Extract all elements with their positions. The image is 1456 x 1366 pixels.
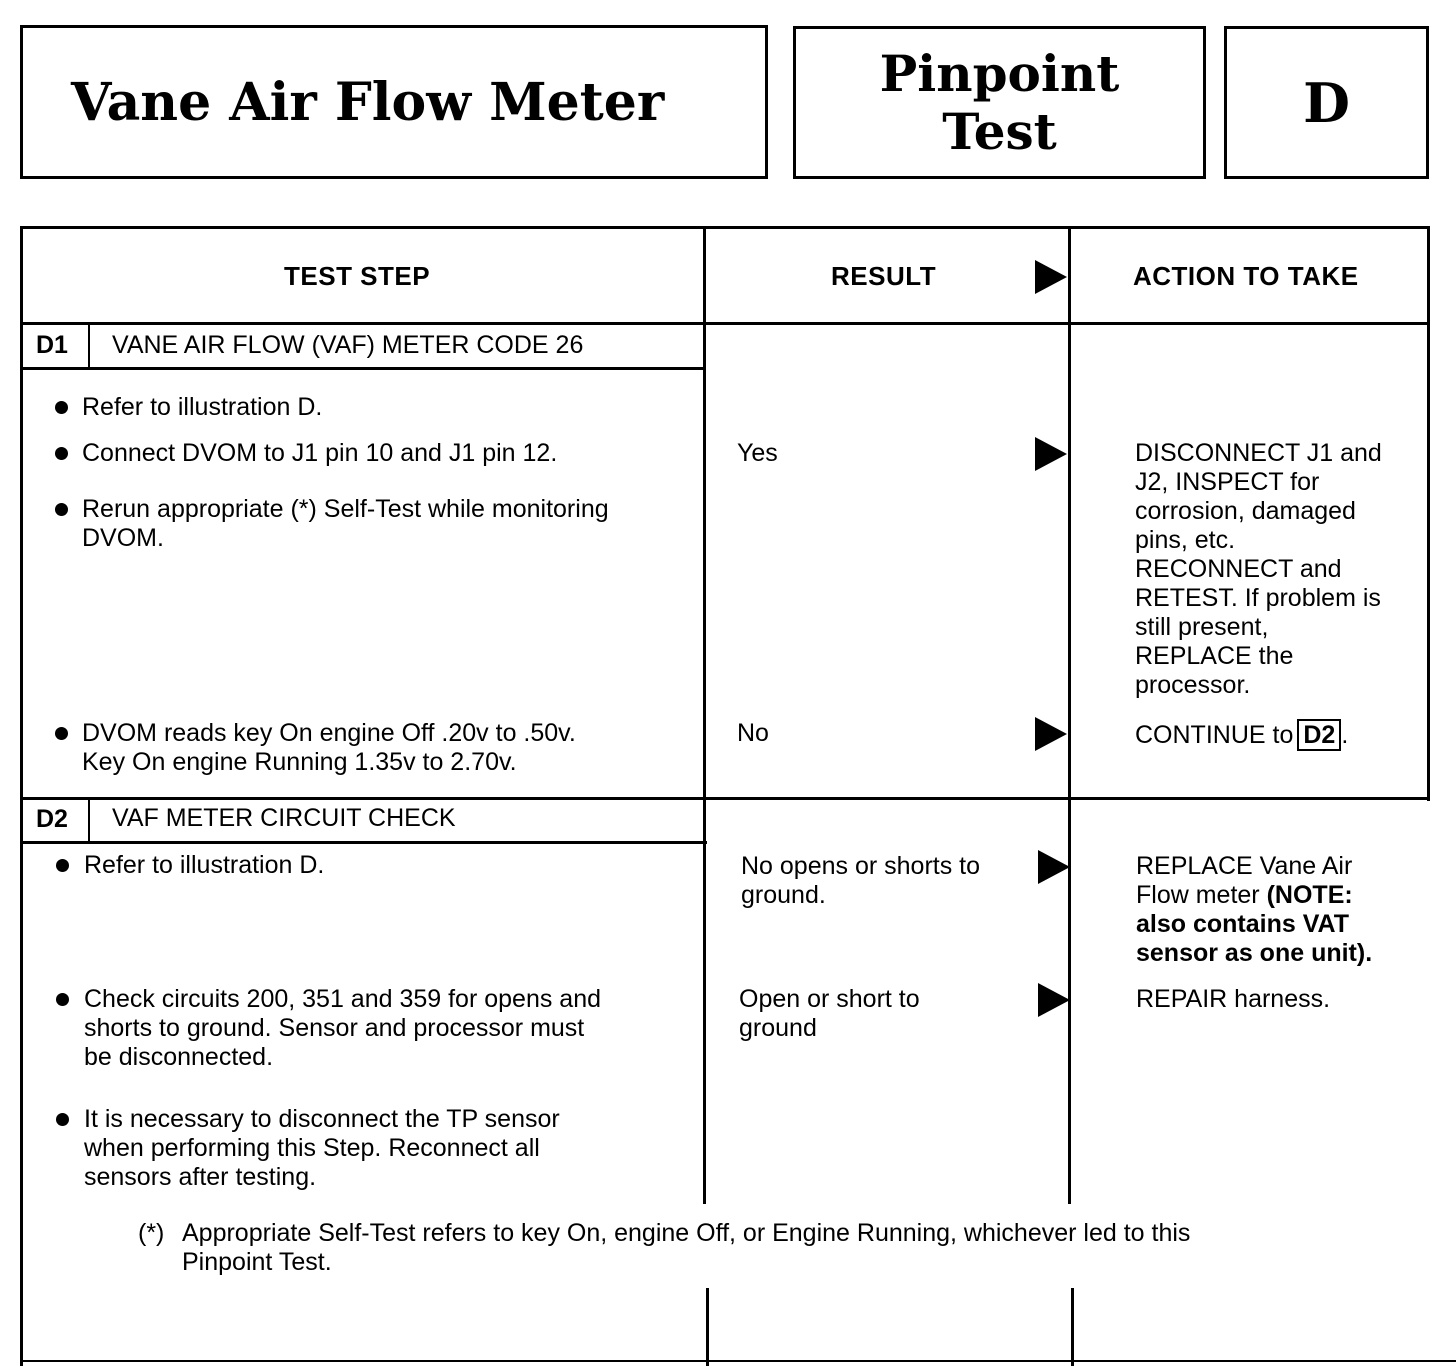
d1-step-text: Connect DVOM to J1 pin 10 and J1 pin 12. (82, 439, 558, 467)
action-line: REPLACE Vane Air (1136, 852, 1353, 880)
bullet-icon (55, 503, 68, 516)
test-letter: D (1303, 70, 1350, 135)
d1-step-title: VANE AIR FLOW (VAF) METER CODE 26 (112, 331, 584, 359)
table-bottom-line (20, 1360, 1456, 1362)
d1-step-text: DVOM. (82, 524, 164, 552)
result-arrow-icon (1035, 717, 1067, 751)
d2-step-text: Check circuits 200, 351 and 359 for opens and (84, 985, 602, 1013)
note-label: (NOTE: (1266, 881, 1353, 909)
action-line: pins, etc. (1135, 526, 1236, 554)
d1-result-yes: Yes (737, 439, 778, 467)
column-divider-2 (1068, 226, 1071, 1204)
column-header-test-step: TEST STEP (284, 261, 431, 291)
period: . (1341, 721, 1349, 749)
footnote-line: Pinpoint Test. (182, 1248, 332, 1276)
column-header-action: ACTION TO TAKE (1133, 261, 1359, 291)
d1-header-bottom (20, 367, 705, 370)
table-right-border (1427, 226, 1430, 801)
footnote-line: Appropriate Self-Test refers to key On, engine Off, or Engine Running, whichever led to this (182, 1219, 1191, 1247)
pinpoint-test-box (793, 26, 1206, 179)
d1-step-text: Rerun appropriate (*) Self-Test while monitoring (82, 495, 609, 523)
d2-step-text: when performing this Step. Reconnect all (84, 1134, 540, 1162)
action-text: Flow meter (1136, 881, 1267, 909)
d2-header-bottom (20, 841, 707, 844)
d1-action-no (1135, 719, 1348, 751)
d2-step-text: sensors after testing. (84, 1163, 317, 1191)
d1-result-no: No (737, 719, 769, 747)
note-text: also contains VAT (1136, 910, 1350, 938)
bullet-icon (56, 993, 69, 1006)
table-left-border (20, 226, 23, 1366)
bullet-icon (56, 1113, 69, 1126)
d2-step-text: be disconnected. (84, 1043, 274, 1071)
column-divider-2-lower (1071, 1288, 1074, 1366)
d2-result-no-opens (741, 852, 980, 910)
result-line: ground (739, 1014, 817, 1042)
action-line: RETEST. If problem is (1135, 584, 1381, 612)
title-box (20, 25, 768, 179)
d2-action-replace (1136, 852, 1372, 968)
result-line: No opens or shorts to (741, 852, 981, 880)
result-line: ground. (741, 881, 826, 909)
d2-step-id: D2 (36, 805, 68, 833)
bullet-icon (55, 401, 68, 414)
column-divider-1 (703, 226, 706, 1204)
d2-step-text: Refer to illustration D. (84, 851, 325, 879)
d2-step-text: shorts to ground. Sensor and processor must (84, 1014, 585, 1042)
bullet-icon (55, 447, 68, 460)
d2-result-open-short (739, 985, 920, 1043)
d1-step-text: DVOM reads key On engine Off .20v to .50v. (82, 719, 576, 747)
action-line: still present, (1135, 613, 1269, 641)
action-line: DISCONNECT J1 and (1135, 439, 1382, 467)
footnote-marker: (*) (138, 1219, 165, 1247)
d1-step-id: D1 (36, 331, 68, 359)
d1-step-text: Refer to illustration D. (82, 393, 323, 421)
result-arrow-icon (1038, 983, 1070, 1017)
result-arrow-icon (1038, 850, 1070, 884)
d2-step-text: It is necessary to disconnect the TP sensor (84, 1105, 560, 1133)
d1-action-yes (1135, 439, 1382, 700)
bullet-icon (56, 859, 69, 872)
d2-step-title: VAF METER CIRCUIT CHECK (112, 804, 456, 832)
action-line (1136, 881, 1372, 910)
test-label: Test (942, 101, 1057, 161)
d1-step-text: Key On engine Running 1.35v to 2.70v. (82, 748, 517, 776)
table-top-border (20, 226, 1430, 229)
action-line: J2, INSPECT for (1135, 468, 1320, 496)
continue-text: CONTINUE to (1135, 721, 1294, 749)
d2-id-divider (88, 800, 90, 843)
test-letter-box (1224, 26, 1429, 179)
page-title: Vane Air Flow Meter (71, 71, 665, 133)
bullet-icon (55, 727, 68, 740)
d2-reference-link[interactable]: D2 (1297, 719, 1341, 751)
d1-d2-separator (20, 797, 1430, 800)
d2-action-repair: REPAIR harness. (1136, 985, 1331, 1013)
action-line: corrosion, damaged (1135, 497, 1356, 525)
action-line: REPLACE the (1135, 642, 1294, 670)
column-header-result: RESULT (831, 261, 937, 291)
action-line: RECONNECT and (1135, 555, 1342, 583)
result-line: Open or short to (739, 985, 920, 1013)
d1-id-divider (88, 325, 90, 369)
column-divider-1-lower (706, 1288, 709, 1366)
pinpoint-label: Pinpoint (879, 43, 1120, 103)
result-arrow-icon (1035, 260, 1067, 294)
note-text: sensor as one unit). (1136, 939, 1373, 967)
footnote-text (182, 1219, 1190, 1277)
action-line: processor. (1135, 671, 1251, 699)
result-arrow-icon (1035, 437, 1067, 471)
header-bottom-line (20, 322, 1430, 325)
